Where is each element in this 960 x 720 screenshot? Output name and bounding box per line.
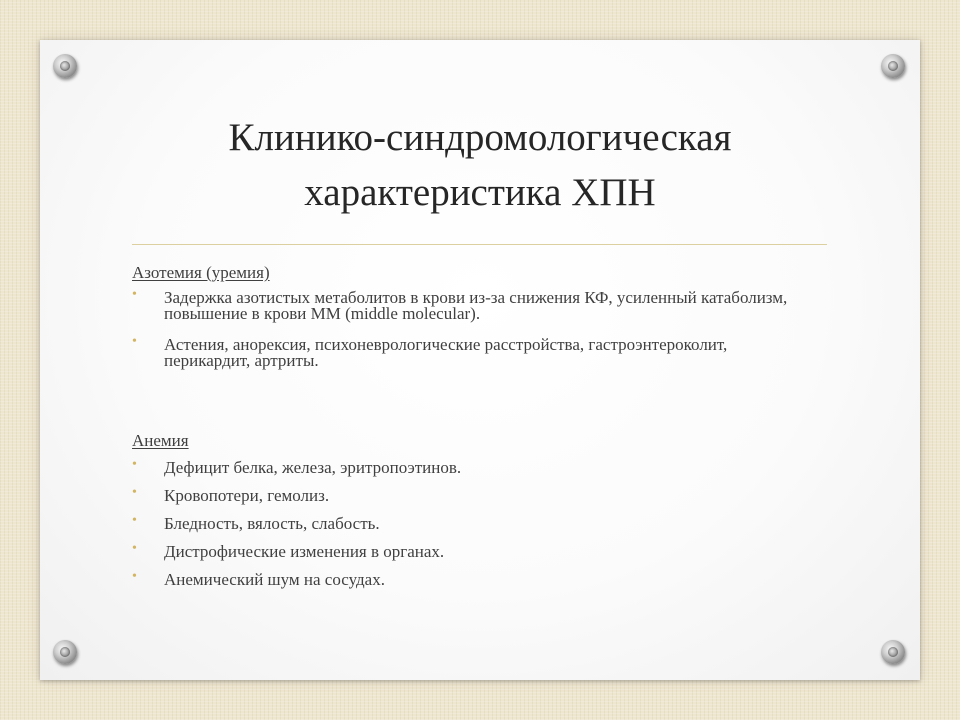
bullet-icon: • xyxy=(132,457,137,472)
list-item-text: Бледность, вялость, слабость. xyxy=(164,514,380,533)
list-item xyxy=(132,458,812,478)
list-item-text: Дефицит белка, железа, эритропоэтинов. xyxy=(164,458,462,477)
list-item xyxy=(132,542,812,562)
anemia-list xyxy=(132,458,812,598)
bullet-icon: • xyxy=(132,569,137,584)
list-item-text: Анемический шум на сосудах. xyxy=(164,570,385,589)
slide-title-line: Клинико-синдромологическая xyxy=(228,116,732,159)
list-item xyxy=(132,334,812,370)
bullet-icon: • xyxy=(132,485,137,500)
pushpin-icon xyxy=(881,640,905,664)
bullet-icon: • xyxy=(132,287,137,302)
list-item-text: Дистрофические изменения в органах. xyxy=(164,542,445,561)
section-heading-azotemia: Азотемия (уремия) xyxy=(132,263,270,282)
slide-title-line: характеристика ХПН xyxy=(304,171,656,214)
title-divider xyxy=(132,244,827,245)
list-item xyxy=(132,486,812,506)
bullet-icon: • xyxy=(132,334,137,349)
list-item xyxy=(132,287,812,323)
pushpin-icon xyxy=(881,54,905,78)
bullet-icon: • xyxy=(132,541,137,556)
list-item xyxy=(132,514,812,534)
azotemia-list xyxy=(132,287,812,384)
list-item-text: Астения, анорексия, психоневрологические расстройства, гастроэнтероколит, перикардит, артриты. xyxy=(164,335,728,370)
pushpin-icon xyxy=(53,54,77,78)
slide-title xyxy=(40,110,920,220)
pushpin-icon xyxy=(53,640,77,664)
list-item-text: Задержка азотистых метаболитов в крови из-за снижения КФ, усиленный катаболизм, повышение в крови ММ (middle molecular). xyxy=(164,288,788,323)
list-item-text: Кровопотери, гемолиз. xyxy=(164,486,330,505)
list-item xyxy=(132,570,812,590)
section-heading-anemia: Анемия xyxy=(132,431,189,450)
bullet-icon: • xyxy=(132,513,137,528)
